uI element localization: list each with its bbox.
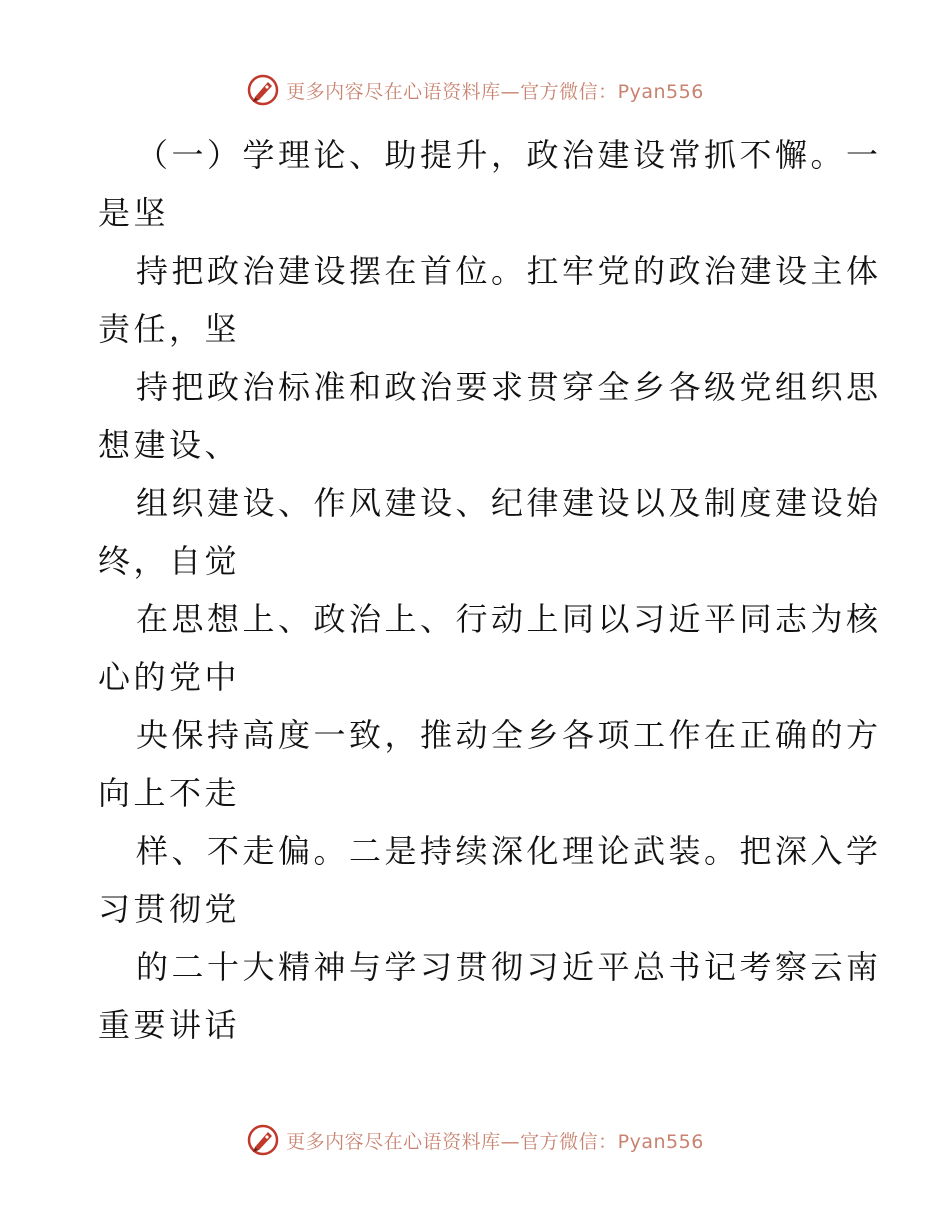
pen-nib-logo-icon (246, 73, 280, 107)
text-line: 向上不走 (98, 774, 241, 812)
pen-nib-logo-icon (246, 1123, 280, 1157)
text-line: 习贯彻党 (98, 890, 241, 928)
text-line: 心的党中 (98, 658, 241, 696)
text-line: 组织建设、作风建设、纪律建设以及制度建设始 (136, 484, 882, 522)
text-line: 终，自觉 (98, 542, 241, 580)
text-line: 央保持高度一致，推动全乡各项工作在正确的方 (136, 716, 882, 754)
text-line: 持把政治建设摆在首位。扛牢党的政治建设主体 (136, 252, 882, 290)
text-line: 样、不走偏。二是持续深化理论武装。把深入学 (136, 832, 882, 870)
watermark-text: 更多内容尽在心语资料库—官方微信：Pyan556 (286, 1130, 704, 1153)
text-line: （一）学理论、助提升，政治建设常抓不懈。一 (136, 136, 882, 174)
text-line: 责任，坚 (98, 310, 241, 348)
text-line: 想建设、 (98, 426, 241, 464)
text-line: 重要讲话 (98, 1006, 241, 1044)
header-watermark (0, 70, 950, 110)
footer-watermark (0, 1120, 950, 1160)
text-line: 持把政治标准和政治要求贯穿全乡各级党组织思 (136, 368, 882, 406)
watermark-text: 更多内容尽在心语资料库—官方微信：Pyan556 (286, 80, 704, 103)
document-body (98, 126, 882, 1054)
text-line: 是坚 (98, 194, 170, 232)
text-line: 在思想上、政治上、行动上同以习近平同志为核 (136, 600, 882, 638)
text-line: 的二十大精神与学习贯彻习近平总书记考察云南 (136, 948, 882, 986)
